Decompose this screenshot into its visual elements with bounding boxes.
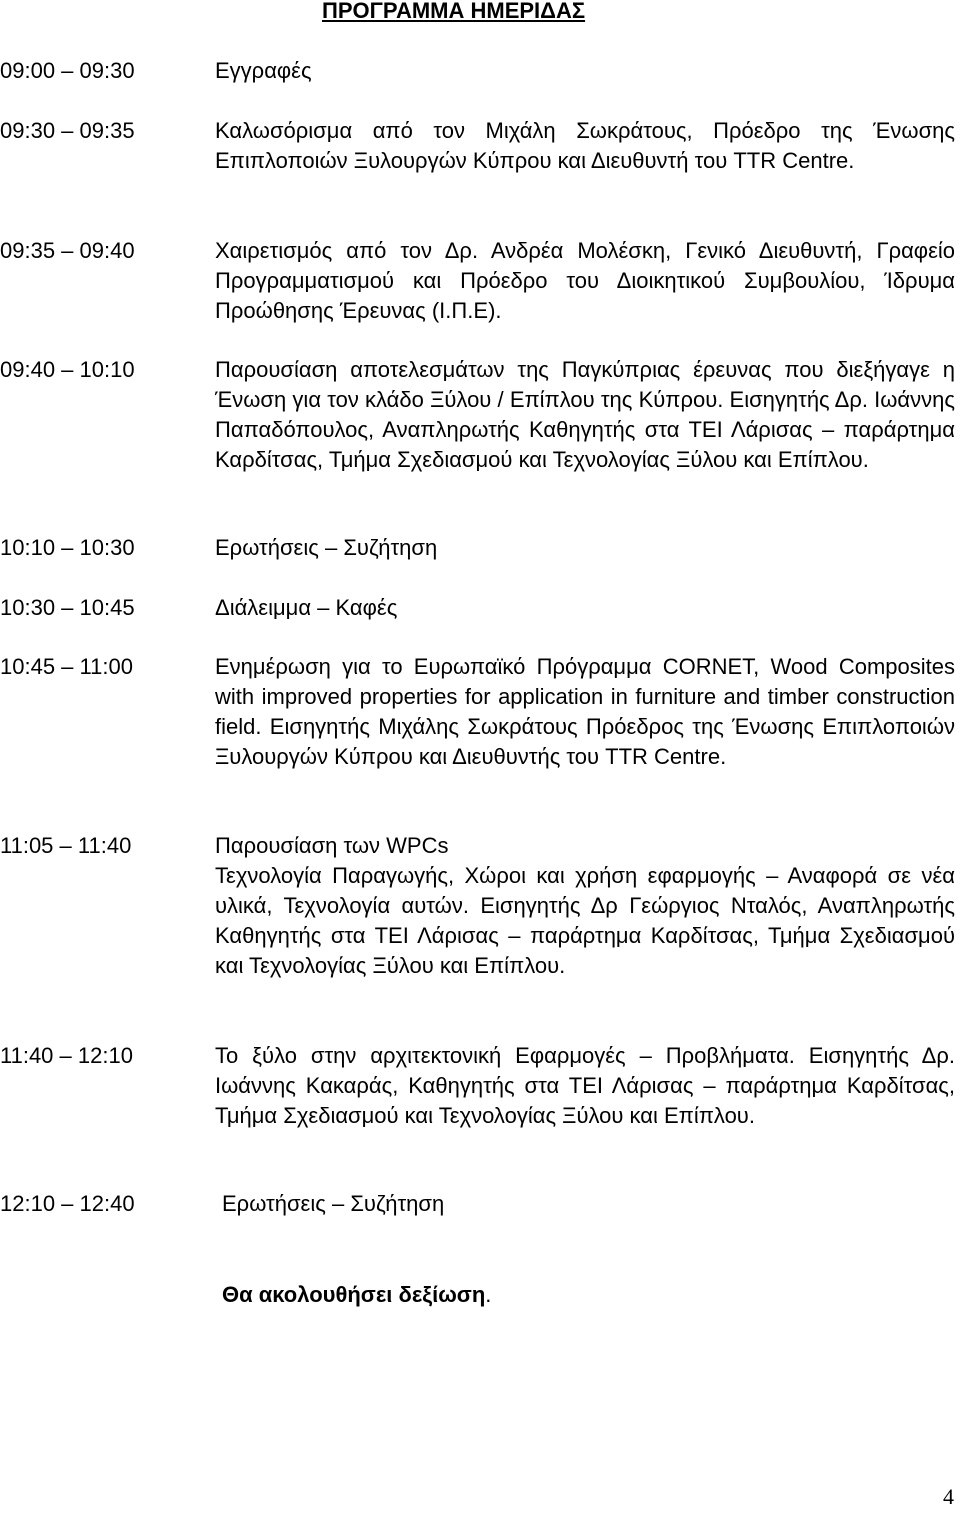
closing-note-text: Θα ακολουθήσει δεξίωση — [222, 1282, 486, 1307]
schedule-description — [215, 831, 955, 981]
schedule-time: 11:05 – 11:40 — [0, 833, 132, 858]
schedule-description: Το ξύλο στην αρχιτεκτονική Εφαρμογές – Προβλήματα. Εισηγητής Δρ. Ιωάννης Κακαράς, Καθηγητής στα ΤΕΙ Λάρισας – παράρτημα Καρδίτσας, Τμήμα Σχεδιασμού και Τεχνολογίας Ξύλου και Επίπλου. — [215, 1043, 955, 1128]
schedule-time: 10:10 – 10:30 — [0, 535, 135, 560]
schedule-description: Ενημέρωση για το Ευρωπαϊκό Πρόγραμμα CORNET, Wood Composites with improved properties for application in furniture and timber construction field. Εισηγητής Μιχάλης Σωκράτους Πρόεδρος της Ένωσης Επιπλοποιών Ξυλουργών Κύπρου και Διευθυντής του TTR Centre. — [215, 654, 955, 769]
schedule-time: 09:00 – 09:30 — [0, 58, 135, 83]
schedule-description-body: Τεχνολογία Παραγωγής, Χώροι και χρήση εφαρμογής – Αναφορά σε νέα υλικά, Τεχνολογία αυτών. Εισηγητής Δρ Γεώργιος Νταλός, Αναπληρωτής Καθηγητής στα ΤΕΙ Λάρισας – παράρτημα Καρδίτσας, Τμήμα Σχεδιασμού και Τεχνολογίας Ξύλου και Επίπλου. — [215, 863, 955, 978]
schedule-time: 09:35 – 09:40 — [0, 238, 135, 263]
schedule-time: 11:40 – 12:10 — [0, 1043, 133, 1068]
schedule-description: Ερωτήσεις – Συζήτηση — [215, 535, 438, 560]
page-title: ΠΡΟΓΡΑΜΜΑ ΗΜΕΡΙΔΑΣ — [322, 0, 586, 23]
schedule-description: Χαιρετισμός από τον Δρ. Ανδρέα Μολέσκη, Γενικό Διευθυντή, Γραφείο Προγραμματισμού και Πρόεδρο του Διοικητικού Συμβουλίου, Ίδρυμα Προώθησης Έρευνας (Ι.Π.Ε). — [215, 238, 955, 323]
schedule-description-heading: Παρουσίαση των WPCs — [215, 833, 449, 858]
schedule-description: Παρουσίαση αποτελεσμάτων της Παγκύπριας έρευνας που διεξήγαγε η Ένωση για τον κλάδο Ξύλου / Επίπλου της Κύπρου. Εισηγητής Δρ. Ιωάννης Παπαδόπουλος, Αναπληρωτής Καθηγητής στα ΤΕΙ Λάρισας – παράρτημα Καρδίτσας, Τμήμα Σχεδιασμού και Τεχνολογίας Ξύλου και Επίπλου. — [215, 357, 955, 472]
page-number: 4 — [943, 1484, 954, 1509]
schedule-time: 10:30 – 10:45 — [0, 595, 135, 620]
schedule-time: 09:30 – 09:35 — [0, 118, 135, 143]
closing-note-period: . — [485, 1282, 492, 1307]
schedule-time: 09:40 – 10:10 — [0, 357, 135, 382]
schedule-description: Διάλειμμα – Καφές — [215, 595, 398, 620]
schedule-description: Ερωτήσεις – Συζήτηση — [222, 1191, 445, 1216]
schedule-description: Καλωσόρισμα από τον Μιχάλη Σωκράτους, Πρόεδρο της Ένωσης Επιπλοποιών Ξυλουργών Κύπρου και Διευθυντή του TTR Centre. — [215, 118, 955, 173]
schedule-time: 12:10 – 12:40 — [0, 1191, 135, 1216]
closing-note — [222, 1280, 491, 1310]
schedule-time: 10:45 – 11:00 — [0, 654, 133, 679]
schedule-description: Εγγραφές — [215, 58, 312, 83]
